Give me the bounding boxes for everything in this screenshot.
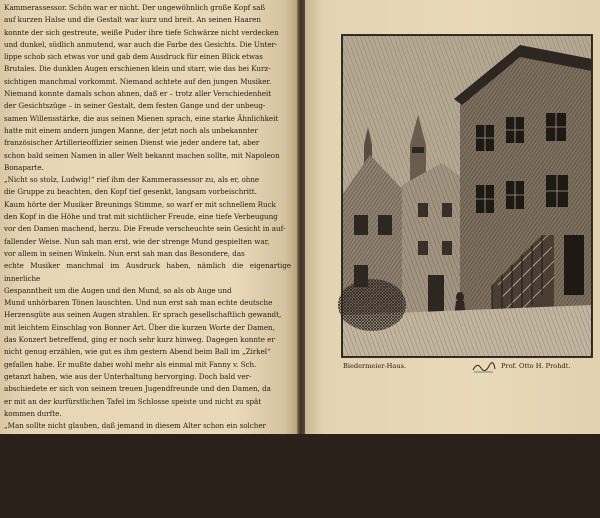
text-line: und dunkel, südlich anmutend, war auch die Farbe des Gesichts. Die Unter- bbox=[4, 39, 278, 49]
text-line: seiner Kunst das ganze übrige Orchester,“ sagte Frau v. Sch. Aber erst, als bbox=[4, 445, 274, 455]
text-line: sehr deutlich zum Ausdruck bringen konnte. „Mir kommen die wunder- bbox=[4, 494, 262, 504]
text-line: sammensein mit ihm, daß ihn jedes Lob seiner Kunst ärgerte und daß er bbox=[4, 470, 266, 480]
text-line: französischer Artillerieoffizier seinen Dienst wie jeder andere tat, aber bbox=[4, 138, 260, 148]
text-line: auf kurzen Halse und die Gestalt war kurz und breit. An seinen Haaren bbox=[4, 15, 261, 25]
text-line: fallender Weise. Nun sah man erst, wie der strenge Mund gespielten war, bbox=[4, 236, 270, 246]
text-line: lippe schob sich etwas vor und gab dem Ausdruck für einen Blick etwas bbox=[4, 52, 263, 62]
text-line: getanzt haben, wie aus der Unterhaltung hervorging. Doch bald ver- bbox=[4, 371, 252, 381]
text-line: „Nicht so stolz, Ludwig!“ rief ihm der Kammerassessor zu, als er, ohne bbox=[4, 175, 260, 185]
text-line: Gespanntheit um die Augen und den Mund, so als ob Auge und bbox=[4, 285, 232, 295]
text-line: sichtigen manchmal vorkommt. Niemand achtete auf den jungen Musiker. bbox=[4, 76, 272, 86]
text-line: gefallen habe. Er mußte dabei wohl mehr als einmal mit Fanny v. Sch. bbox=[4, 359, 257, 369]
book-gutter bbox=[297, 0, 305, 434]
left-page bbox=[0, 0, 297, 517]
text-line: abschiedete er sich von seinem treuen Jugendfreunde und den Damen, da bbox=[4, 384, 271, 394]
text-line: schon bald seinen Namen in aller Welt bekannt machen sollte, mit Napoleon bbox=[4, 150, 280, 160]
text-line: Mund unhörbaren Tönen lauschten. Und nun erst sah man echte deutsche bbox=[4, 298, 273, 308]
text-line: die Gruppe zu beachten, den Kopf tief gesenkt, langsam vorbeischritt. bbox=[4, 187, 257, 197]
text-line: echte Musiker manchmal im Ausdruck haben, nämlich die eigenartige innerliche bbox=[4, 261, 291, 283]
text-line: kommen durfte. bbox=[4, 408, 62, 418]
text-line: der Musiker außer Lautweite war. Denn sie mußte schon aus öfterem Zu- bbox=[4, 457, 269, 467]
text-line: mit leichtem Einschlag von Bonner Art. Über die kurzen Worte der Damen, bbox=[4, 322, 275, 332]
text-line: Virtuose auf der Orgel sein könnte. Der junge Hoforganist überstrahlt mit bbox=[4, 433, 271, 443]
text-line: nicht genug erzählen, wie gut es ihm gestern Abend beim Ball im „Zirkel“ bbox=[4, 347, 271, 357]
text-line: hatte mit einem andern jungen Manne, der jetzt noch als unbekannter bbox=[4, 125, 258, 135]
artist-signature-icon bbox=[471, 360, 497, 374]
text-line: den Kopf in die Höhe und trat mit sichtlicher Freude, eine tiefe Verbeugung bbox=[4, 212, 278, 222]
text-line: samen Willensstärke, die aus seinen Mienen sprach, eine starke Ähnlichkeit bbox=[4, 113, 279, 123]
illustration-plate bbox=[341, 34, 593, 358]
text-line: konnte der sich gestreute, weiße Puder ihre tiefe Schwärze nicht verdecken bbox=[4, 27, 279, 37]
right-page bbox=[305, 0, 600, 434]
illustration-caption-artist: Prof. Otto H. Prohdt. bbox=[501, 362, 571, 370]
text-line: „Man sollte nicht glauben, daß jemand in diesem Alter schon ein solcher bbox=[4, 421, 266, 431]
text-line: das Konzert betreffend, ging er noch sehr kurz hinweg. Dagegen konnte er bbox=[4, 335, 275, 345]
text-line: Bonaparte. bbox=[4, 162, 44, 172]
text-line: der Gesichtszüge – in seiner Gestalt, dem festen Gange und der unbeug- bbox=[4, 101, 266, 111]
text-line: Brutales. Die dunklen Augen erschienen klein und starr, wie das bei Kurz- bbox=[4, 64, 271, 74]
text-line: Kaum hörte der Musiker Breunings Stimme, so warf er mit schnellem Ruck bbox=[4, 199, 276, 209]
body-text bbox=[4, 2, 291, 518]
text-line: Herzensgüte aus seinen Augen strahlen. Er sprach gesellschaftlich gewandt, bbox=[4, 310, 282, 320]
illustration-caption-title: Biedermeier-Haus. bbox=[343, 362, 407, 370]
text-line: vor allem in seinen Winkeln. Nun erst sah man das Besondere, das bbox=[4, 248, 245, 258]
text-line: vor den Damen machend, herzu. Die Freude verscheuchte sein Gesicht in auf- bbox=[4, 224, 286, 234]
text-line: Niemand konnte damals schon ahnen, daß er – trotz aller Verschiedenheit bbox=[4, 89, 272, 99]
text-line: diesen Ärger sogar Damen gegenüber, trotz seiner sonstigen Wohlerzogenheit, bbox=[4, 482, 289, 492]
text-line: vollen Phantasien in seinem Zwischenspiel nicht aus dem Sinn,“ antwortete bbox=[4, 507, 278, 517]
text-line: er mit an der kurfürstlichen Tafel im Schlosse speiste und nicht zu spät bbox=[4, 396, 262, 406]
text-line: Kammerassessor. Schön war er nicht. Der ungewöhnlich große Kopf saß bbox=[4, 3, 266, 12]
house-engraving bbox=[342, 35, 592, 357]
